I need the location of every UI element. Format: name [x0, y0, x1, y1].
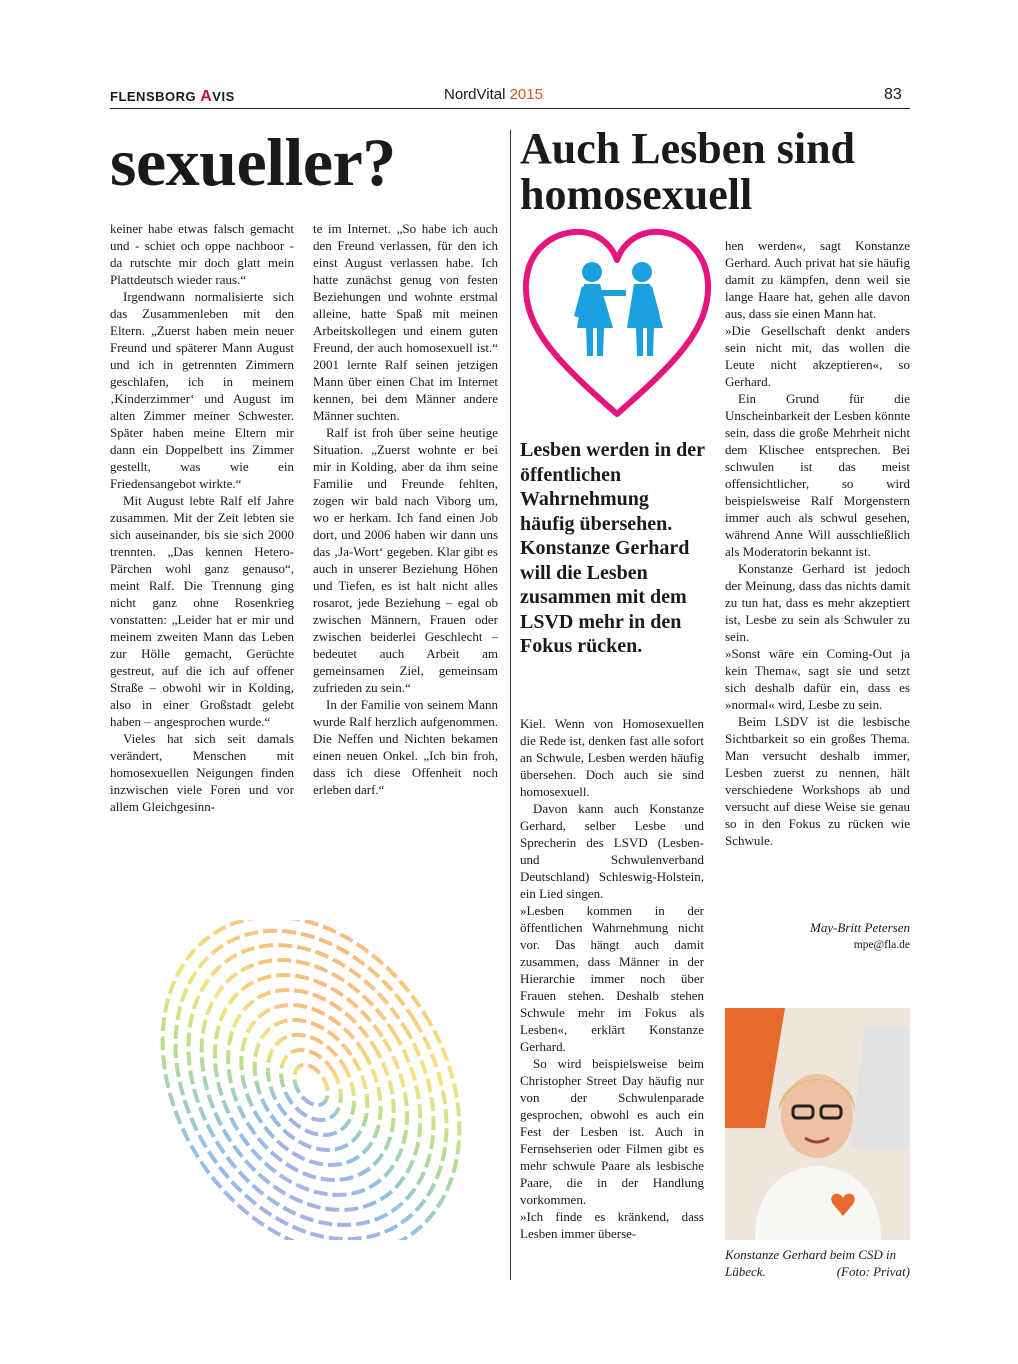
- paragraph: Mit August lebte Ralf elf Jahre zusammen. Mit der Zeit lebten sie sich auseinander, bis sie sich 2000 trennten. „Das kennen Hetero-Pärchen wohl ganz genauso“, meint Ralf. Die Trennung ging nicht ganz ohne Rosenkrieg vonstatten: „Leider hat er mir und meinem zweiten Mann das Leben zur Hölle gemacht, Gerüchte gestreut, auf die ich auf offener Straße – obwohl wir in Kolding, also in einer Großstadt gelebt haben – angesprochen wurde.“: [110, 493, 294, 729]
- author-email: mpe@fla.de: [853, 939, 910, 951]
- paragraph: »Ich finde es kränkend, dass Lesben immer überse-: [520, 1209, 704, 1241]
- two-women-icon: [574, 262, 663, 356]
- heart-icon: [520, 224, 715, 422]
- header-rule: [110, 108, 910, 109]
- caption-place: Lübeck.: [725, 1264, 766, 1279]
- left-column-2: [313, 220, 498, 798]
- rainbow-fingerprint: [96, 920, 516, 1240]
- right-column-2: [725, 237, 910, 849]
- paragraph: »Die Gesellschaft denkt anders sein nicht mit, das wollen die Leute nicht akzeptieren«, so Gerhard.: [725, 323, 910, 389]
- paragraph: hen werden«, sagt Konstanze Gerhard. Auch privat hat sie häufig damit zu kämpfen, denn weil sie lange Haare hat, gehen alle davon aus, dass sie einen Mann hat.: [725, 238, 910, 321]
- paragraph: Beim LSDV ist die lesbische Sichtbarkeit so ein großes Thema. Man versucht deshalb immer, Lesben zuerst zu nennen, hält verschiedene Workshops ab und versucht auf diese Weise sie genau so in den Fokus zu rücken wie Schwule.: [725, 714, 910, 848]
- paragraph: Vieles hat sich seit damals verändert, Menschen mit homosexuellen Neigungen finden inzwischen viele Foren und vor allem Gleichgesinn-: [110, 731, 294, 814]
- paragraph: In der Familie von seinem Mann wurde Ralf herzlich aufgenommen. Die Neffen und Nichten bekamen einen neuen Onkel. „Ich bin froh, dass ich diese Offenheit noch erleben darf.“: [313, 697, 498, 797]
- caption-text: Konstanze Gerhard beim CSD in: [725, 1247, 897, 1262]
- paragraph: Ralf ist froh über seine heutige Situation. „Zuerst wohnte er bei mir in Kolding, aber da ihm seine Familie und Freunde fehlten, zogen wir bald nach Viborg um, wo er herkam. Ich fand einen Job dort, und 2006 haben wir dann uns das ‚Ja-Wort‘ gegeben. Klar gibt es auch in unserer Beziehung Höhen und Tiefen, es ist halt nicht alles rosarot, jede Beziehung – egal ob zwischen Männern, Frauen oder zwischen beiderlei Geschlecht – bedeutet auch Arbeit am gemeinsamen Ziel, gemeinsam zufrieden zu sein.“: [313, 425, 498, 695]
- paragraph: »Lesben kommen in der öffentlichen Wahrnehmung nicht vor. Das hängt auch damit zusammen, dass Männer in der Hierarchie immer noch über Frauen stehen. Deshalb stehen Schwule mehr im Fokus als Lesben«, erklärt Konstanze Gerhard.: [520, 903, 704, 1054]
- right-column-1: [520, 715, 704, 1242]
- paragraph: te im Internet. „So habe ich auch den Freund verlassen, für den ich einst August verlassen habe. Ich hatte zunächst genug von festen Beziehungen und wohnte erstmal alleine, hatte Spaß mit meinen Arbeitskollegen und einem guten Freund, der auch homosexuell ist.“ 2001 lernte Ralf seinen jetzigen Mann über einen Chat im Internet kennen, bei dem Männer andere Männer suchten.: [313, 221, 498, 423]
- paragraph: So wird beispielsweise beim Christopher Street Day häufig nur von der Schwulenparade gesprochen, obwohl es auch ein Fest der Lesben ist. Auch in Fernsehserien oder Filmen gibt es mehr schwule Paare als lesbische Paare, die in der Handlung vorkommen.: [520, 1056, 704, 1207]
- paragraph: »Sonst wäre ein Coming-Out ja kein Thema«, sagt sie und setzt sich deshalb dafür ein, dass es »normal« wird, Lesbe zu sein.: [725, 646, 910, 712]
- paragraph: Kiel. Wenn von Homosexuellen die Rede ist, denken fast alle sofort an Schwule, Lesben werden häufig übersehen. Doch auch sie sind homosexuell.: [520, 716, 704, 799]
- paragraph: Davon kann auch Konstanze Gerhard, selber Lesbe und Sprecherin des LSVD (Lesben- und Schwulenverband Deutschland) Schleswig-Holstein, ein Lied singen.: [520, 801, 704, 901]
- photo-caption: [725, 1246, 910, 1280]
- paragraph: Konstanze Gerhard ist jedoch der Meinung, dass das nichts damit zu tun hat, dass es mehr akzeptiert ist, Lesbe zu sein als Schwuler zu sein.: [725, 561, 910, 644]
- author-byline: May-Britt Petersen: [810, 920, 910, 935]
- newspaper-brand: FLENSBORG AVIS: [110, 88, 235, 105]
- portrait-photo: [725, 1008, 910, 1240]
- left-headline: sexueller?: [110, 124, 396, 200]
- left-column-1: [110, 220, 294, 815]
- paragraph: Ein Grund für die Unscheinbarkeit der Lesben könnte sein, dass die große Mehrheit nicht dem Klischee entsprechen. Bei schwulen ist das meist offensichtlicher, so wird beispielsweise Ralf Morgenstern immer auch als schwul gesehen, während Anne Will ausschließlich als Moderatorin bekannt ist.: [725, 391, 910, 559]
- paragraph: keiner habe etwas falsch gemacht und - schiet och oppe nachboor - da rutschte mir doch glatt mein Plattdeutsch wieder raus.“: [110, 221, 294, 287]
- magazine-title: NordVital 2015: [444, 86, 543, 103]
- article-lead: Lesben werden in der öffentlichen Wahrnehmung häufig übersehen. Konstanze Gerhard will die Lesben zusammen mit dem LSVD mehr in den Fokus rücken.: [520, 439, 705, 657]
- right-headline: Auch Lesben sind homosexuell: [520, 124, 856, 219]
- paragraph: Irgendwann normalisierte sich das Zusammenleben mit den Eltern. „Zuerst haben mein neuer Freund und späterer Mann August und ich in getrennten Zimmern geschlafen, ich in meinem ‚Kinderzimmer‘ und August im alten Zimmer meiner Schwester. Später haben meine Eltern mir dann ein Doppelbett ins Zimmer gestellt, was wie ein Friedensangebot wirkte.“: [110, 289, 294, 491]
- photo-credit: (Foto: Privat): [836, 1264, 910, 1279]
- page-number: 83: [884, 86, 902, 103]
